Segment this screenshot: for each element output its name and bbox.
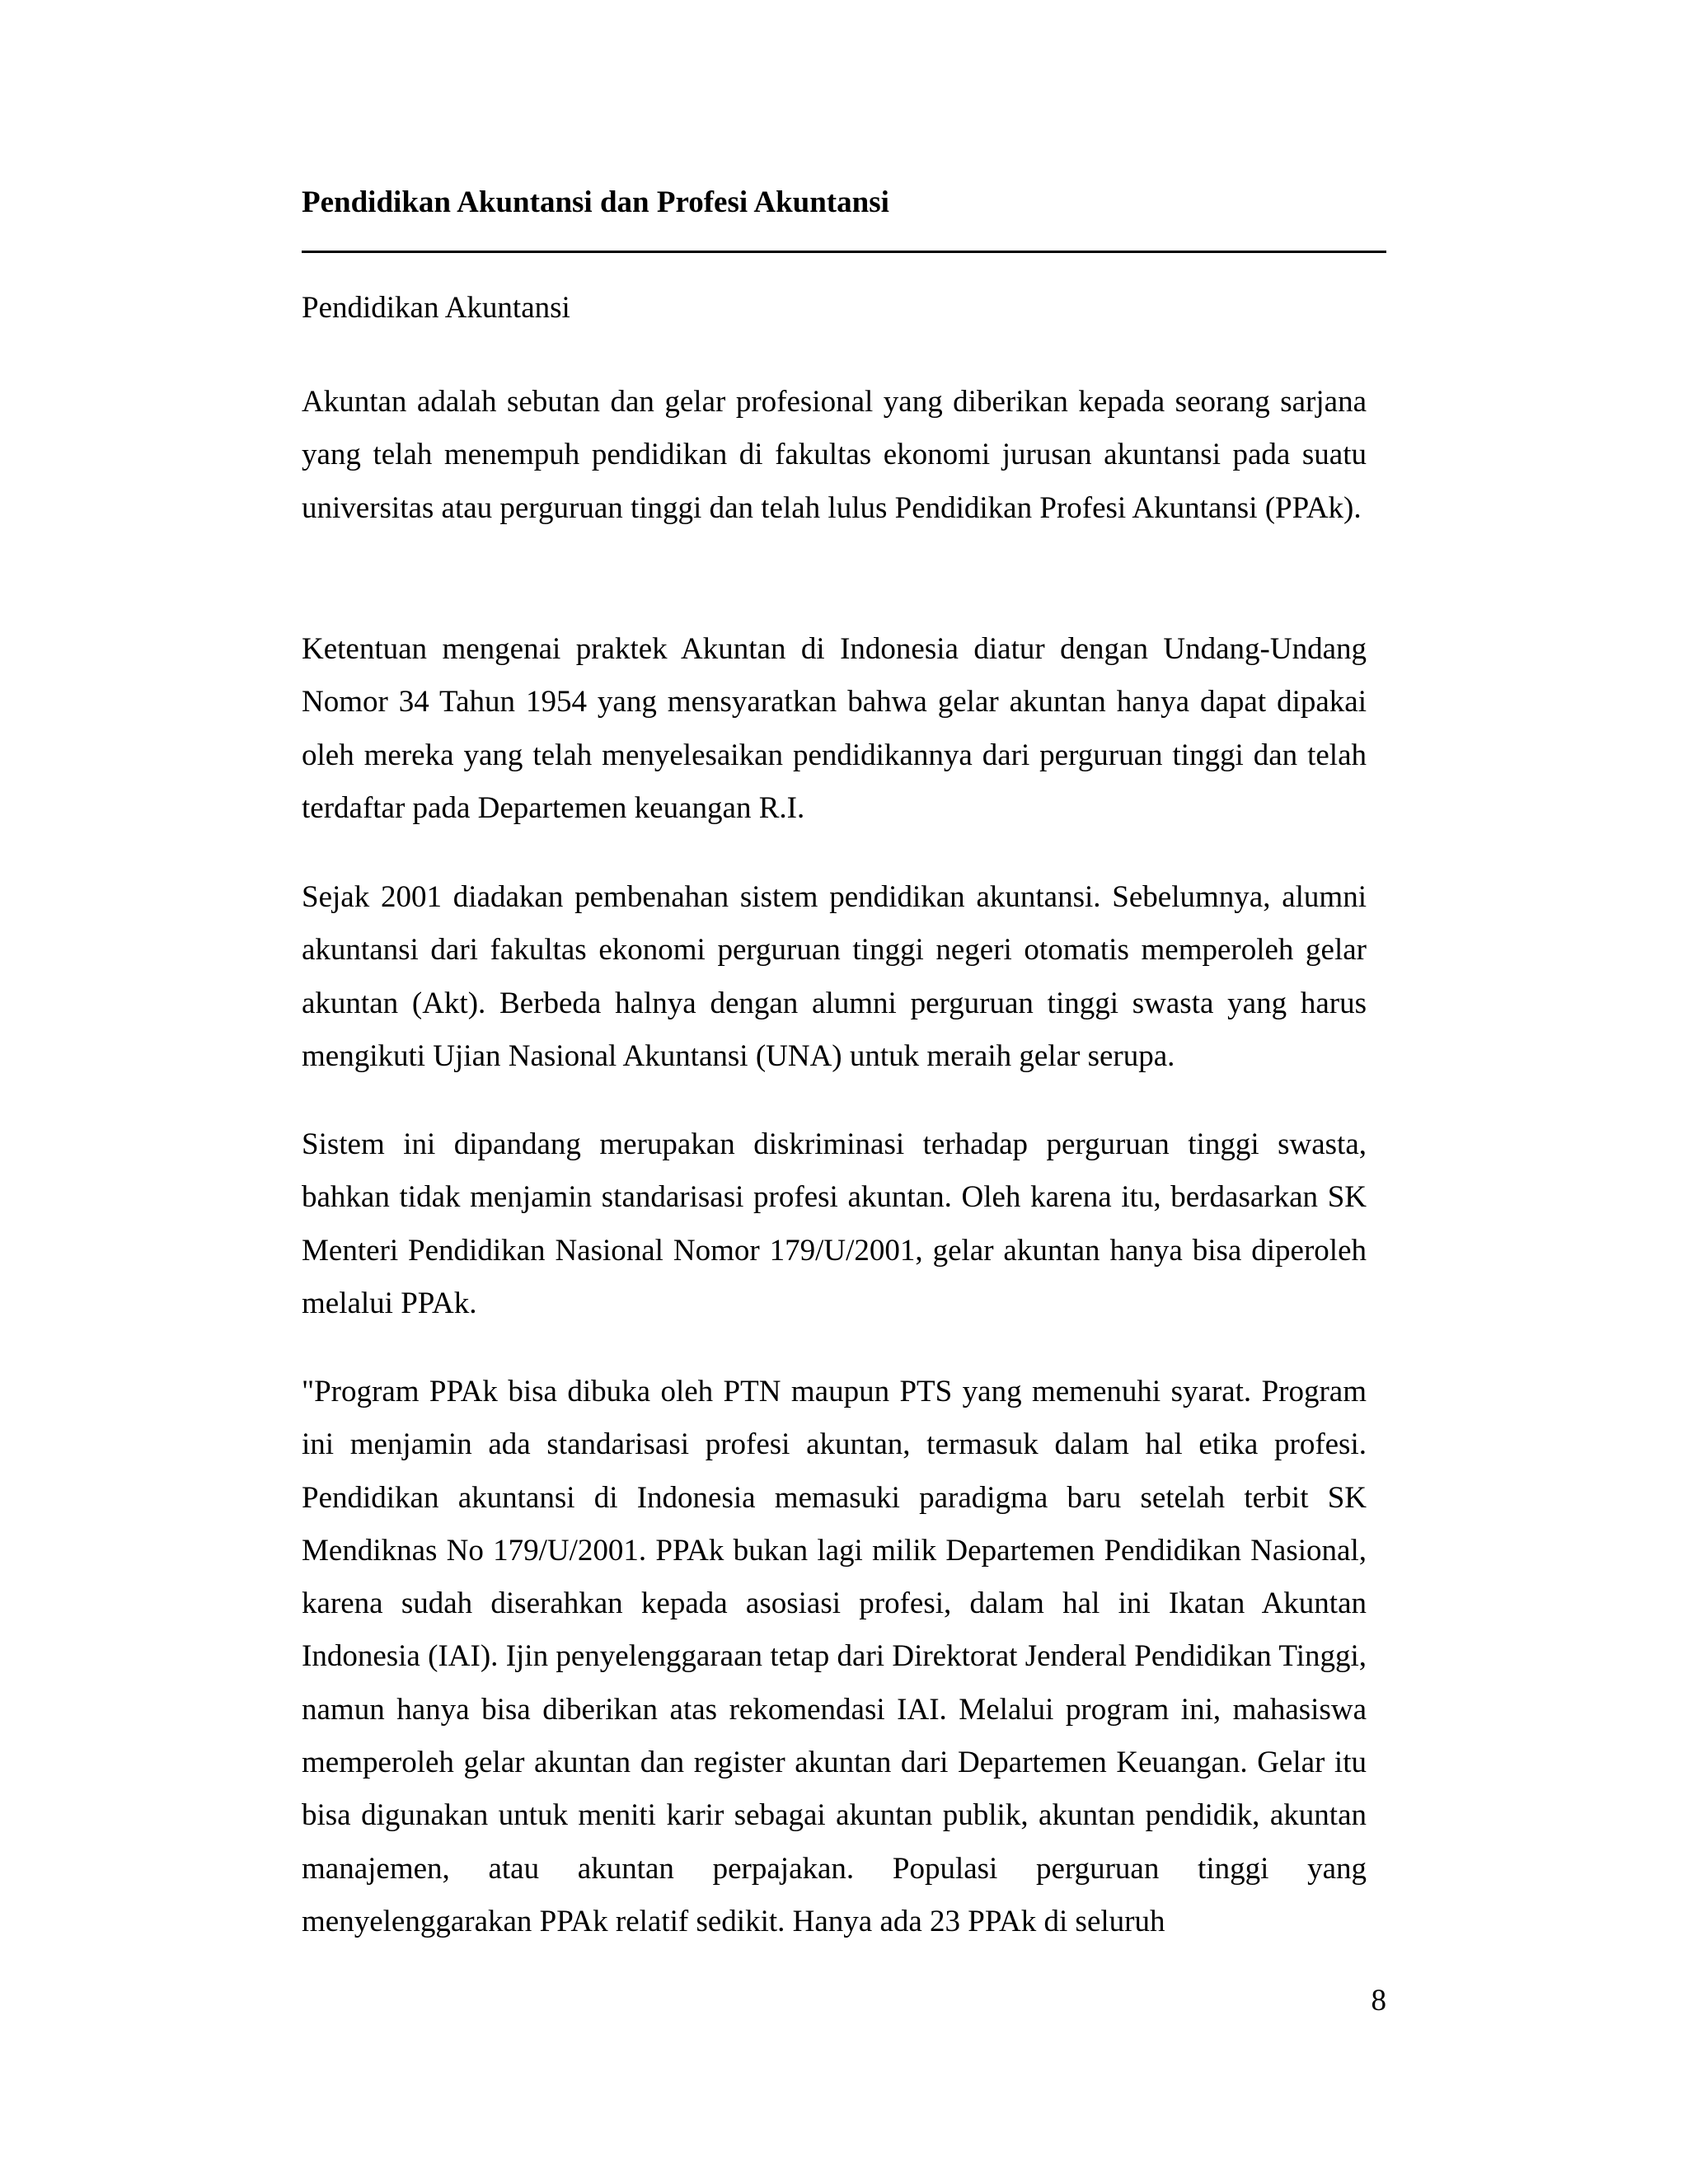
paragraph-3: Sejak 2001 diadakan pembenahan sistem pendidikan akuntansi. Sebelumnya, alumni akuntansi dari fakultas ekonomi perguruan tinggi negeri otomatis memperoleh gelar akuntan (Akt). Berbeda halnya dengan alumni perguruan tinggi swasta yang harus mengikuti Ujian Nasional Akuntansi (UNA) untuk meraih gelar serupa. xyxy=(302,880,1367,1073)
paragraph-1: Akuntan adalah sebutan dan gelar profesional yang diberikan kepada seorang sarjana yang telah menempuh pendidikan di fakultas ekonomi jurusan akuntansi pada suatu universitas atau perguruan tinggi dan telah lulus Pendidikan Profesi Akuntansi (PPAk). xyxy=(302,385,1367,525)
page-number: 8 xyxy=(1371,1984,1386,2018)
paragraph-2: Ketentuan mengenai praktek Akuntan di Indonesia diatur dengan Undang-Undang Nomor 34 Tahun 1954 yang mensyaratkan bahwa gelar akuntan hanya dapat dipakai oleh mereka yang telah menyelesaikan pendidikannya dari perguruan tinggi dan telah terdaftar pada Departemen keuangan R.I. xyxy=(302,632,1367,825)
header-divider xyxy=(302,251,1386,253)
paragraph-5: "Program PPAk bisa dibuka oleh PTN maupun PTS yang memenuhi syarat. Program ini menjamin ada standarisasi profesi akuntan, termasuk dalam hal etika profesi. Pendidikan akuntansi di Indonesia memasuki paradigma baru setelah terbit SK Mendiknas No 179/U/2001. PPAk bukan lagi milik Departemen Pendidikan Nasional, karena sudah diserahkan kepada asosiasi profesi, dalam hal ini Ikatan Akuntan Indonesia (IAI). Ijin penyelenggaraan tetap dari Direktorat Jenderal Pendidikan Tinggi, namun hanya bisa diberikan atas rekomendasi IAI. Melalui program ini, mahasiswa memperoleh gelar akuntan dan register akuntan dari Departemen Keuangan. Gelar itu bisa digunakan untuk meniti karir sebagai akuntan publik, akuntan pendidik, akuntan manajemen, atau akuntan perpajakan. Populasi perguruan tinggi yang menyelenggarakan PPAk relatif sedikit. Hanya ada 23 PPAk di seluruh xyxy=(302,1375,1367,1938)
paragraph-4: Sistem ini dipandang merupakan diskriminasi terhadap perguruan tinggi swasta, bahkan tidak menjamin standarisasi profesi akuntan. Oleh karena itu, berdasarkan SK Menteri Pendidikan Nasional Nomor 179/U/2001, gelar akuntan hanya bisa diperoleh melalui PPAk. xyxy=(302,1127,1367,1320)
page-header-title: Pendidikan Akuntansi dan Profesi Akuntansi xyxy=(302,185,889,219)
section-title: Pendidikan Akuntansi xyxy=(302,291,570,325)
